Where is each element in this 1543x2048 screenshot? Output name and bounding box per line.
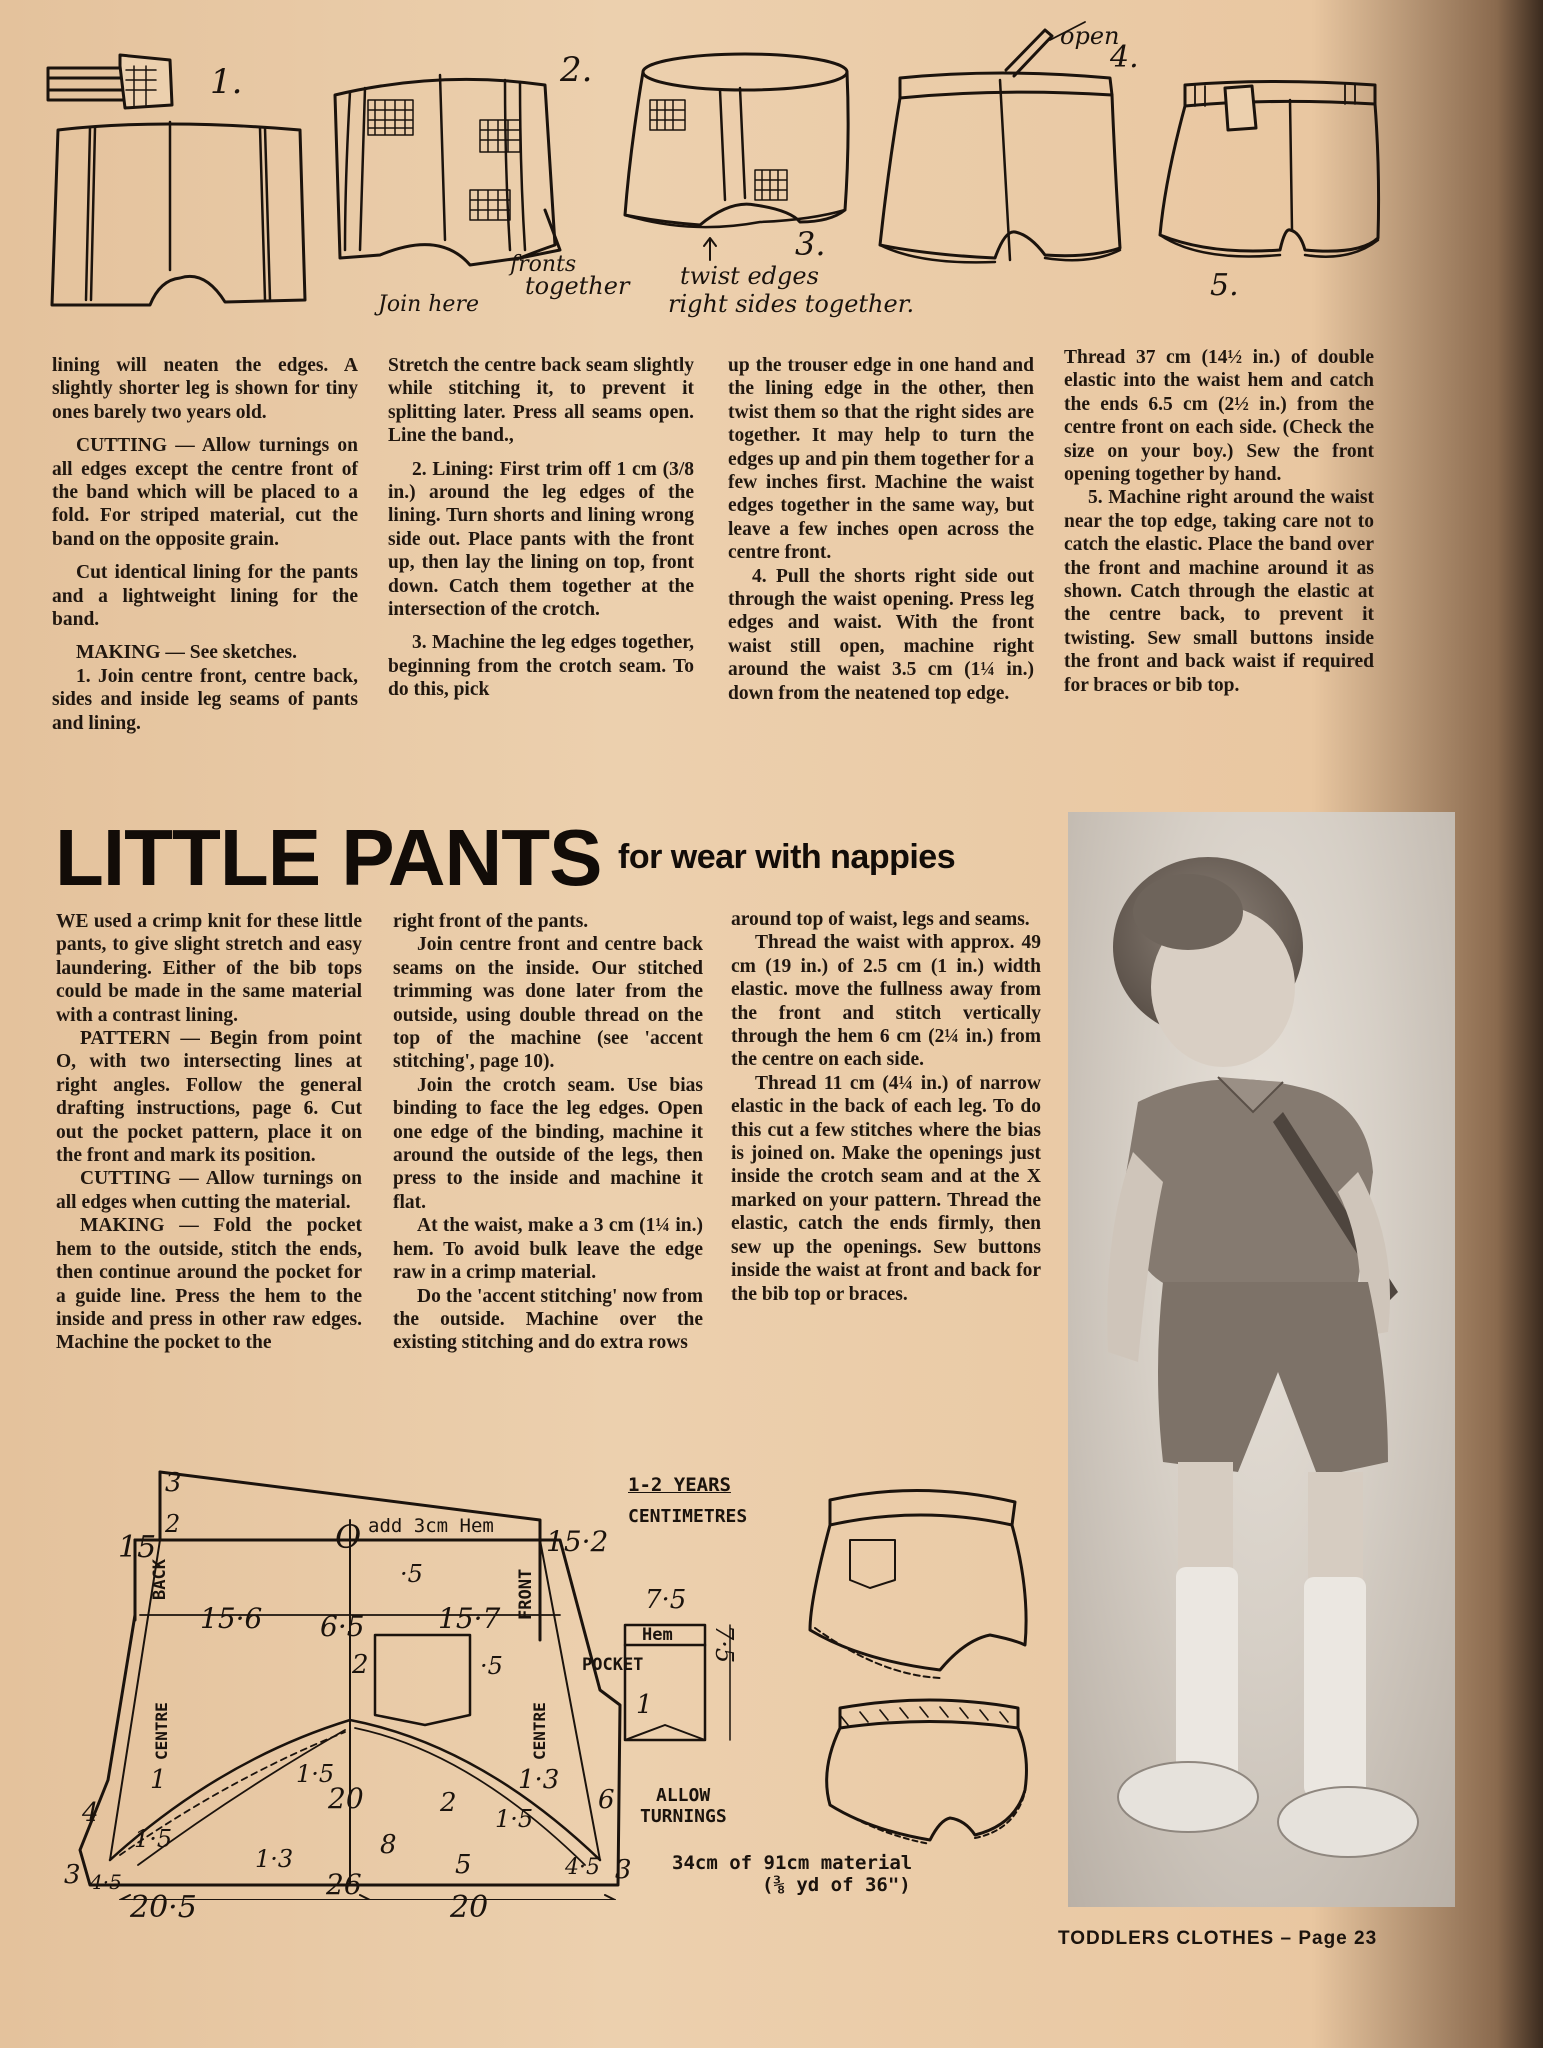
measure-1-5-curve: 1·5 (134, 1825, 173, 1853)
add-hem-label: add 3cm Hem (368, 1515, 494, 1537)
measure-8: 8 (380, 1830, 397, 1860)
measure-1-3-right: 1·3 (518, 1765, 560, 1795)
measure-4-5-left: 4·5 (90, 1870, 122, 1894)
step-label-2: 2. (560, 50, 593, 90)
measure-15: 15 (118, 1530, 157, 1565)
sketch-4 (880, 22, 1120, 262)
measure-26: 26 (326, 1868, 362, 1901)
paragraph: Join centre front and centre back seams on the inside. Our stitched trimming was done later from the outside, using double thread on the top of the machine (see 'accent stitching', page 10). (393, 934, 703, 1073)
fronts-label: fronts (510, 252, 577, 277)
measure-15-6: 15·6 (200, 1602, 263, 1635)
together-label: together (525, 272, 630, 300)
paragraph: 1. Join centre front, centre back, sides and inside leg seams of pants and lining. (52, 665, 358, 734)
twist-label: twist edges (680, 262, 819, 290)
paragraph: CUTTING — Allow turnings on all edges except the centre front of the band which will be placed to a fold. For striped material, cut the band on the opposite grain. (52, 435, 358, 550)
measure-6: 6 (598, 1785, 615, 1815)
page-footer: TODDLERS CLOTHES – Page 23 (1058, 1928, 1378, 1949)
sketch-1 (48, 55, 305, 305)
top-column-2 (388, 354, 694, 702)
pocket-label: POCKET (582, 1655, 644, 1675)
measure-3-top: 3 (165, 1468, 182, 1498)
measure-5a: ·5 (400, 1560, 423, 1588)
paragraph: Thread 37 cm (14½ in.) of double elastic into the waist hem and catch the ends 6.5 cm (2½ in.) from the centre front on each side. (Check the size on your boy.) Sew the front opening together by hand. (1064, 347, 1374, 486)
sketch-2 (335, 75, 560, 265)
measure-15-7: 15·7 (438, 1602, 501, 1635)
hem-label: Hem (642, 1625, 673, 1645)
measure-1-5-left: 1·5 (296, 1760, 335, 1788)
back-label: BACK (150, 1559, 170, 1600)
top-column-3 (728, 354, 1034, 705)
paragraph: 3. Machine the leg edges together, beginning from the crotch seam. To do this, pick (388, 632, 694, 701)
nappy-pants-sketch (827, 1700, 1027, 1844)
centre-right-label: CENTRE (530, 1702, 549, 1760)
measure-3-left: 3 (64, 1860, 81, 1890)
measure-4-5-right: 4·5 (565, 1855, 600, 1880)
measure-1-left: 1 (150, 1765, 167, 1795)
measure-5-crotch: 5 (455, 1850, 472, 1880)
allow-label: ALLOW (656, 1785, 711, 1806)
paragraph: PATTERN — Begin from point O, with two intersecting lines at right angles. Follow the general drafting instructions, page 6. Cut out the pocket pattern, place it on the front and mark its position. (56, 1028, 362, 1167)
measure-3-right: 3 (615, 1855, 632, 1885)
turnings-label: TURNINGS (640, 1806, 727, 1827)
measure-2-top: 2 (165, 1510, 181, 1538)
measure-5b: ·5 (480, 1652, 503, 1680)
paragraph: Thread 11 cm (4¼ in.) of narrow elastic in the back of each leg. To do this cut a few stitches where the bias is joined on. Make the openings just inside the crotch seam and at the X marked on your pattern. Thread the elastic, catch the ends firmly, then sew up the openings. Sew buttons inside the waist at front and back for the bib top or braces. (731, 1072, 1041, 1305)
measure-2-curve: 2 (440, 1788, 457, 1818)
step-label-4: 4. (1110, 40, 1139, 75)
paragraph: CUTTING — Allow turnings on all edges when cutting the material. (56, 1168, 362, 1213)
right-sides-label: right sides together. (668, 290, 915, 318)
article-subtitle: for wear with nappies (618, 838, 956, 876)
measure-1-5-right: 1·5 (495, 1805, 534, 1833)
paragraph: 2. Lining: First trim off 1 cm (3/8 in.) around the leg edges of the lining. Turn shorts and lining wrong side out. Place pants with the front up, then lay the lining on top, front down. Catch them together at the intersection of the crotch. (388, 458, 694, 621)
paragraph: At the waist, make a 3 cm (1¼ in.) hem. To avoid bulk leave the edge raw in a crimp material. (393, 1215, 703, 1284)
measure-20-5: 20·5 (130, 1890, 197, 1925)
paragraph: lining will neaten the edges. A slightly shorter leg is shown for tiny ones barely two years old. (52, 355, 358, 423)
point-O: O (335, 1518, 362, 1556)
top-column-4 (1064, 346, 1374, 697)
measure-4-left: 4 (82, 1798, 99, 1828)
paragraph: 5. Machine right around the waist near the top edge, taking care not to catch the elastic. Place the band over the front and machine around it as shown. Catch through the elastic at the centre back, to prevent it twisting. Sew small buttons inside the front and back waist if required for braces or bib top. (1064, 487, 1374, 696)
top-column-1 (52, 354, 358, 735)
paragraph: Thread the waist with approx. 49 cm (19 in.) of 2.5 cm (1 in.) width elastic. move the fullness away from the front and stitch vertically through the hem 6 cm (2¼ in.) from the centre on each side. (731, 932, 1041, 1071)
paragraph: Stretch the centre back seam slightly while stitching it, to prevent it splitting later. Press all seams open. Line the band., (388, 355, 694, 447)
step-label-3: 3. (795, 225, 826, 263)
front-label: FRONT (516, 1568, 536, 1620)
measure-2-pocket: 2 (352, 1650, 369, 1680)
open-label: open (1060, 22, 1120, 50)
paragraph: 4. Pull the shorts right side out through the waist opening. Press leg edges and waist. With the front waist still open, machine right around the waist 3.5 cm (1¼ in.) down from the neatened top edge. (728, 565, 1034, 704)
measure-15-2: 15·2 (546, 1525, 609, 1558)
paragraph: around top of waist, legs and seams. (731, 909, 1030, 930)
shorts-sketch (810, 1490, 1026, 1678)
material-yards-label: (⅜ yd of 36") (762, 1874, 911, 1896)
measure-7-5-vertical: 7·5 (710, 1625, 738, 1664)
size-title: 1-2 YEARS (628, 1474, 731, 1496)
paragraph: right front of the pants. (393, 911, 589, 932)
join-here-label: Join here (378, 292, 479, 317)
step-label-5: 5. (1210, 268, 1239, 303)
paragraph: WE used a crimp knit for these little pants, to give slight stretch and easy laundering. Either of the bib tops could be made in the same material with a contrast lining. (56, 911, 362, 1026)
toddler-photo (1068, 812, 1455, 1907)
paragraph: up the trouser edge in one hand and the lining edge in the other, then twist them so that the right sides are together. It may help to turn the edges up and pin them together for a few inches first. Machine the waist edges together in the same way, but leave a few inches open across the centre front. (728, 355, 1034, 564)
centre-left-label: CENTRE (152, 1702, 171, 1760)
bottom-column-3 (731, 908, 1041, 1306)
measure-1-3-curve: 1·3 (255, 1845, 294, 1873)
measure-6-5: 6·5 (320, 1610, 365, 1643)
measure-20: 20 (328, 1782, 364, 1815)
measure-1-pocket: 1 (636, 1690, 653, 1720)
paragraph: Do the 'accent stitching' now from the outside. Machine over the existing stitching and do extra rows (393, 1285, 703, 1354)
measure-20-bottom: 20 (450, 1890, 489, 1925)
step-label-1: 1. (210, 62, 243, 102)
bottom-column-1 (56, 910, 362, 1355)
paragraph: Join the crotch seam. Use bias binding to face the leg edges. Open one edge of the binding, machine it around the outside of the legs, then press to the inside and machine it flat. (393, 1074, 703, 1213)
units-label: CENTIMETRES (628, 1506, 748, 1527)
measure-7-5: 7·5 (645, 1585, 687, 1615)
paragraph: MAKING — Fold the pocket hem to the outside, stitch the ends, then continue around the pocket for a guide line. Press the hem to the inside and press in other raw edges. Machine the pocket to the (56, 1215, 362, 1354)
sketch-5 (1160, 82, 1379, 257)
paragraph: Cut identical lining for the pants and a lightweight lining for the band. (52, 562, 358, 631)
section-heading: MAKING — See sketches. (76, 642, 297, 664)
material-label: 34cm of 91cm material (672, 1852, 913, 1874)
bottom-column-2 (393, 910, 703, 1355)
article-title: LITTLE PANTS (55, 813, 602, 902)
